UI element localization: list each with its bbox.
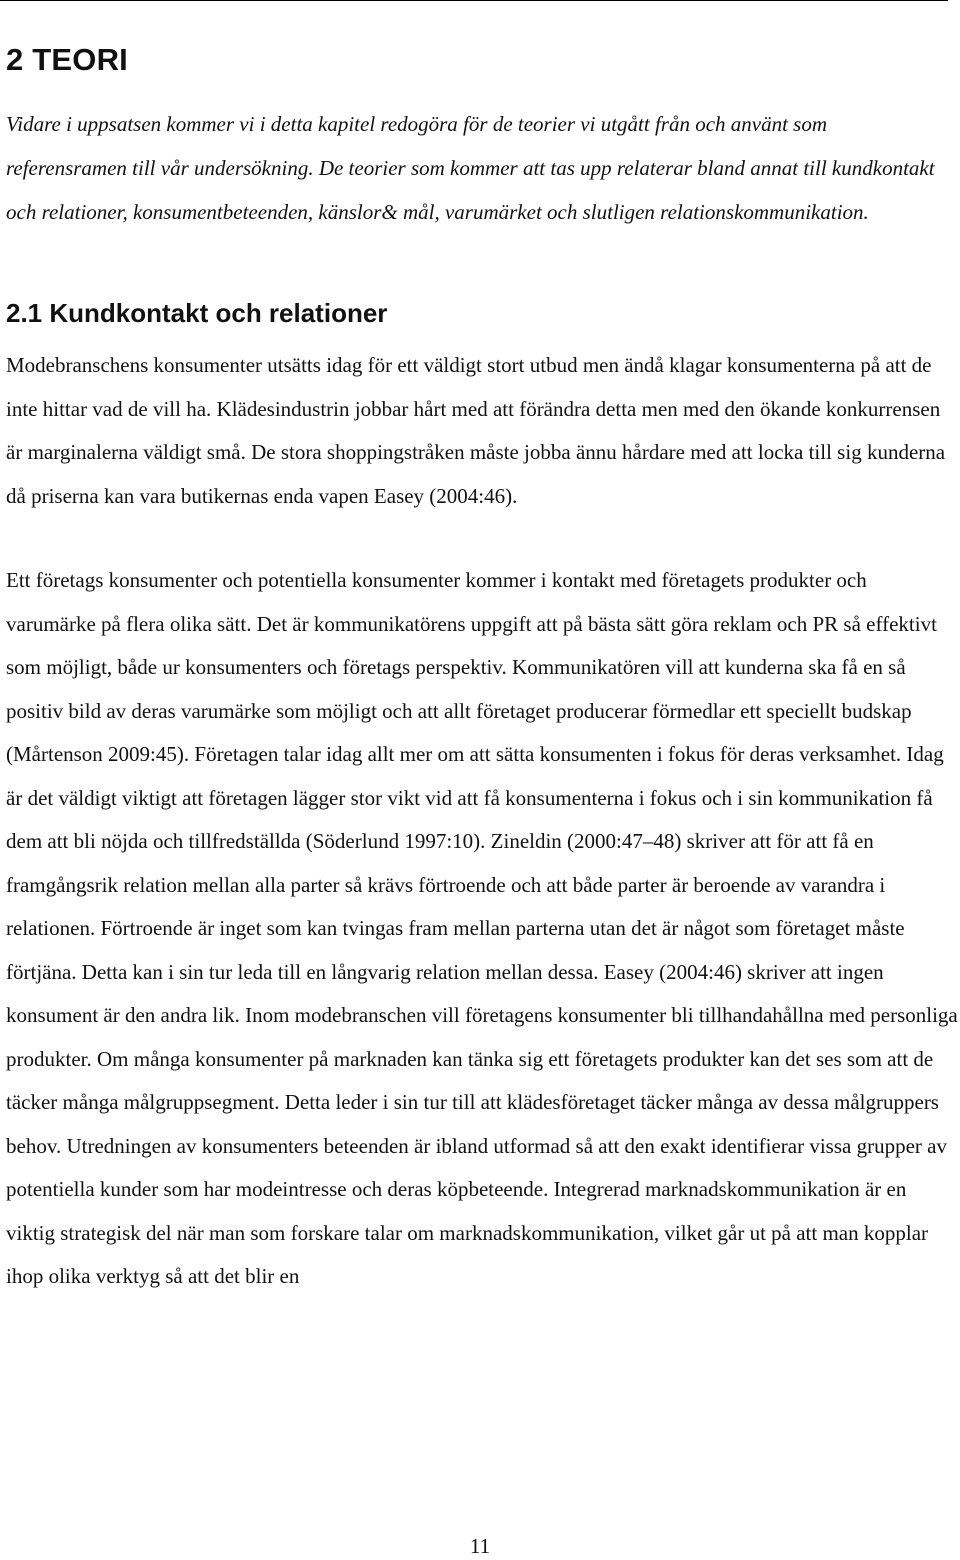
subsection-heading: 2.1 Kundkontakt och relationer (6, 298, 388, 328)
document-page (6, 40, 956, 1299)
body-paragraph-2: Ett företags konsumenter och potentiella konsumenter kommer i kontakt med företagets produkter och varumärke på flera olika sätt. Det är kommunikatörens uppgift att på bästa sätt göra reklam och PR så effektivt som möjligt, både ur konsumenters och företags perspektiv. Kommunikatören vill att kunderna ska få en så positiv bild av deras varumärke som möjligt och att allt företaget producerar förmedlar ett speciellt budskap (Mårtenson 2009:45). Företagen talar idag allt mer om att sätta konsumenten i fokus för deras verksamhet. Idag är det väldigt viktigt att företagen lägger stor vikt vid att få konsumenterna i fokus och i sin kommunikation få dem att bli nöjda och tillfredställda (Söderlund 1997:10). Zineldin (2000:47–48) skriver att för att få en framgångsrik relation mellan alla parter så krävs förtroende och att både parter är beroende av varandra i relationen. Förtroende är inget som kan tvingas fram mellan parterna utan det är något som företaget måste förtjäna. Detta kan i sin tur leda till en långvarig relation mellan dessa. Easey (2004:46) skriver att ingen konsument är den andra lik. Inom modebranschen vill företagens konsumenter bli tillhandahållna med personliga produkter. Om många konsumenter på marknaden kan tänka sig ett företagets produkter kan det ses som att de täcker många målgruppsegment. Detta leder i sin tur till att klädesföretaget täcker många av dessa målgruppers behov. Utredningen av konsumenters beteenden är ibland utformad så att den exakt identifierar vissa grupper av potentiella kunder som har modeintresse och deras köpbeteende. Integrerad marknadskommunikation är en viktig strategisk del när man som forskare talar om marknadskommunikation, vilket går ut på att man kopplar ihop olika verktyg så att det blir en (6, 568, 958, 1288)
page-number: 11 (469, 1534, 491, 1558)
body-paragraph-1: Modebranschens konsumenter utsätts idag för ett väldigt stort utbud men ändå klagar konsumenterna på att de inte hittar vad de vill ha. Klädesindustrin jobbar hårt med att förändra detta men med den ökande konkurrensen är marginalerna väldigt små. De stora shoppingstråken måste jobba ännu hårdare med att locka till sig kunderna då priserna kan vara butikernas enda vapen Easey (2004:46). (6, 353, 946, 508)
top-rule (0, 0, 948, 1)
section-heading: 2 TEORI (6, 42, 128, 77)
section-intro: Vidare i uppsatsen kommer vi i detta kapitel redogöra för de teorier vi utgått från och använt som referensramen till vår undersökning. De teorier som kommer att tas upp relaterar bland annat till kundkontakt och relationer, konsumentbeteenden, känslor& mål, varumärket och slutligen relationskommunikation. (6, 112, 935, 224)
